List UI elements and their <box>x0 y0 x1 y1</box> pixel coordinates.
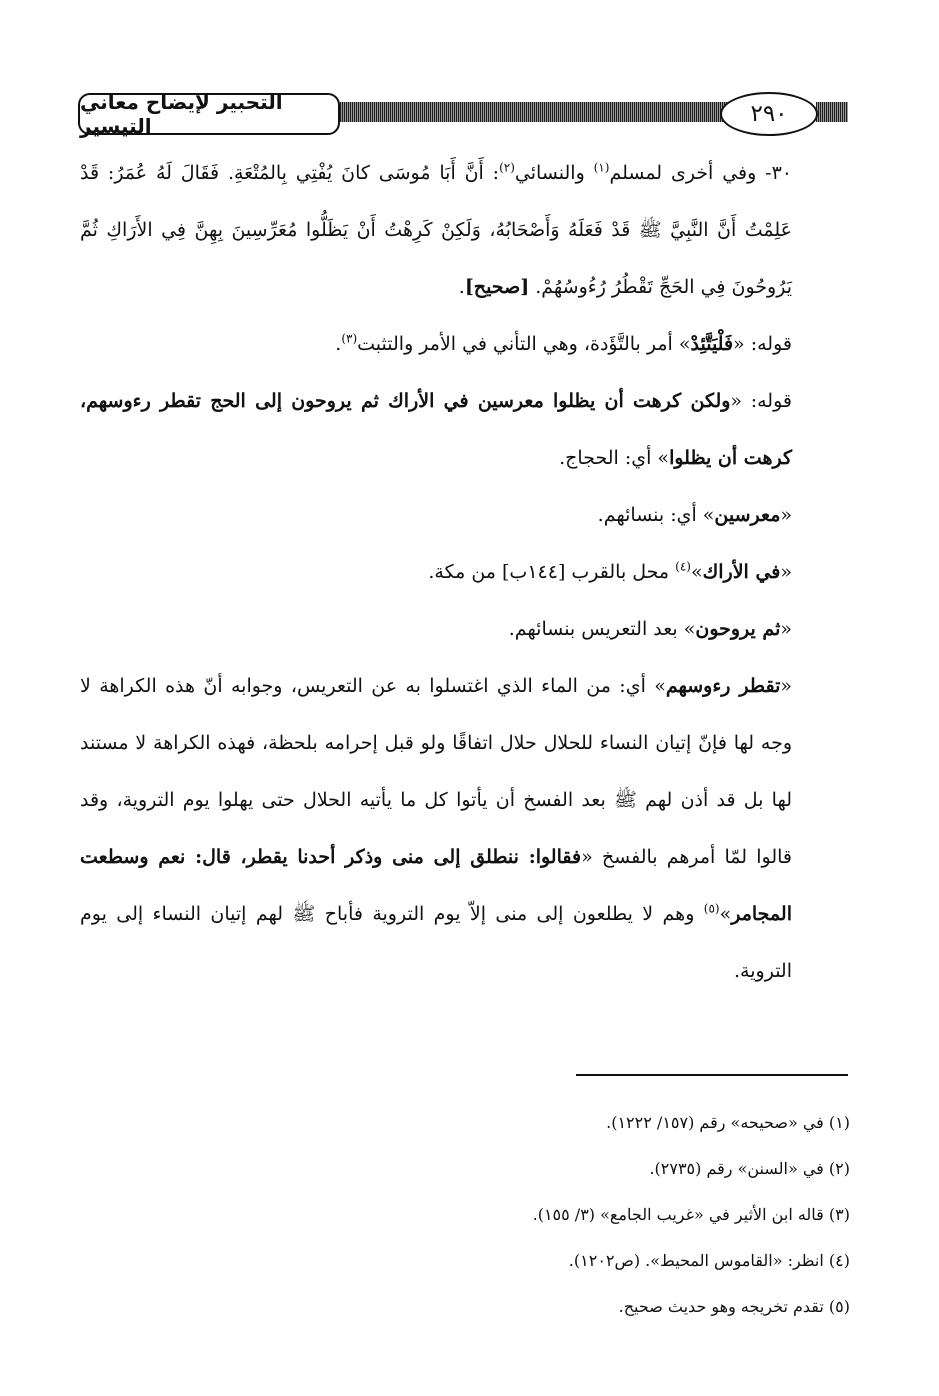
text-run: محل بالقرب [١٤٤ب] من مكة. <box>428 561 676 583</box>
main-text <box>80 145 850 1000</box>
text-run: ٣٠- وفي أخرى لمسلم <box>609 162 792 184</box>
text-run: » بعد التعريس بنسائهم. <box>508 618 696 640</box>
footnote: (١) في «صحيحه» رقم (١٥٧/ ١٢٢٢). <box>606 1113 850 1132</box>
text-run: » أي: بنسائهم. <box>597 504 715 526</box>
text-run: » أمر بالتَّؤَدة، وهي التأني في الأمر والتثبت <box>357 333 691 355</box>
footnote-ref: (٢) <box>499 160 515 175</box>
quoted-word: فَلْيَتَّئِدْ <box>690 333 734 355</box>
commentary-paragraph <box>80 658 850 1000</box>
footnote-ref: (٤) <box>675 559 691 574</box>
text-run: قوله: « <box>730 390 792 412</box>
quoted-word: في الأراك <box>702 561 781 583</box>
text-run: « <box>780 675 792 697</box>
footnote-ref: (٥) <box>703 901 720 916</box>
header-hatch-tail <box>816 102 848 122</box>
footnote: (٤) انظر: «القاموس المحيط». (ص١٢٠٢). <box>568 1251 850 1270</box>
book-title: التحبير لإيضاح معاني التيسير <box>78 93 340 135</box>
text-run: » أي: من الماء الذي اغتسلوا به عن التعريس، وجوابه أنّ هذه الكراهة لا وجه لها فإنّ إتيان النساء للحلال حلال اتفاقًا ولو قبل إحرامه بلحظة، فهذه الكراهة لا مستند لها بل قد أذن لهم ﷺ بعد الفسخ أن يأتوا كل ما يأتيه الحلال حتى يهلوا يوم التروية، وقد قالوا لمّا أمرهم بالفسخ « <box>80 675 792 868</box>
footnote-ref: (٣) <box>341 331 358 346</box>
text-run: » <box>690 561 703 583</box>
footnote: (٣) قاله ابن الأثير في «غريب الجامع» (٣/ ١٥٥). <box>532 1205 850 1224</box>
text-run: والنسائي <box>514 162 594 184</box>
footnote: (٢) في «السنن» رقم (٢٧٣٥). <box>649 1159 850 1178</box>
footnote-separator <box>576 1074 848 1076</box>
text-run: . <box>458 276 465 298</box>
text-run: « <box>780 504 792 526</box>
commentary-paragraph <box>80 544 850 601</box>
text-run: » <box>719 903 732 925</box>
commentary-paragraph <box>80 373 850 487</box>
footnote: (٥) تقدم تخريجه وهو حديث صحيح. <box>618 1297 850 1316</box>
text-run: « <box>780 618 792 640</box>
quoted-word: ثم يروحون <box>695 618 781 640</box>
hadith-paragraph <box>80 145 850 316</box>
footnote-ref: (١) <box>593 160 610 175</box>
footnotes <box>80 1100 850 1330</box>
commentary-paragraph <box>80 601 850 658</box>
commentary-paragraph <box>80 487 850 544</box>
text-run: « <box>780 561 792 583</box>
quoted-word: تقطر رءوسهم <box>665 675 781 697</box>
quoted-phrase: فقالوا: ننطلق إلى منى وذكر أحدنا يقطر، قال: نعم وسطعت المجامر <box>80 846 792 925</box>
text-run: . <box>335 333 342 355</box>
text-run: : أَنَّ أَبَا مُوسَى كانَ يُفْتِي بِالمُتْعَةِ. فَقَالَ لَهُ عُمَرُ: قَدْ عَلِمْتُ أَنَّ النَّبِيَّ ﷺ قَدْ فَعَلَهُ وَأَصْحَابُهُ، وَلَكِنْ كَرِهْتُ أَنْ يَظَلُّوا مُعَرِّسِينَ بِهِنَّ فِي الأَرَاكِ ثُمَّ يَرُوحُونَ فِي الحَجِّ تَقْطُرُ رُءُوسُهُمْ. <box>80 162 792 298</box>
page-number: ٢٩٠ <box>720 92 818 136</box>
grade-label: [صحيح] <box>464 276 530 298</box>
commentary-paragraph <box>80 316 850 373</box>
text-run: قوله: « <box>733 333 792 355</box>
text-run: وهم لا يطلعون إلى منى إلاّ يوم التروية فأباح ﷺ لهم إتيان النساء إلى يوم التروية. <box>80 903 792 982</box>
quoted-phrase: ولكن كرهت أن يظلوا معرسين في الأراك ثم يروحون إلى الحج تقطر رءوسهم، كرهت أن يظلوا <box>80 390 792 469</box>
text-run: » أي: الحجاج. <box>559 447 670 469</box>
page-header <box>78 88 848 138</box>
quoted-word: معرسين <box>714 504 781 526</box>
